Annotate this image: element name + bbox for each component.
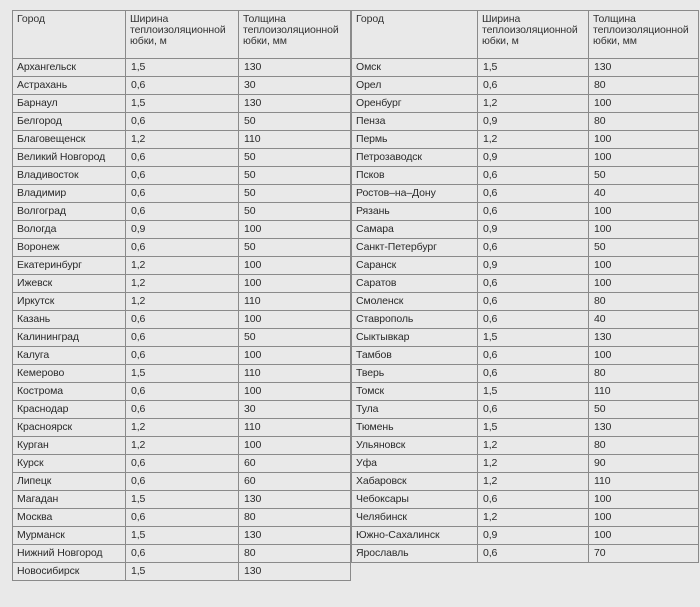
width-cell: 0,9 (478, 149, 589, 167)
table-row (13, 221, 351, 239)
table-row (13, 473, 351, 491)
table-row (352, 455, 699, 473)
width-cell: 0,6 (126, 329, 239, 347)
city-cell: Кострома (13, 383, 126, 401)
thickness-cell: 80 (589, 293, 699, 311)
table-row (352, 185, 699, 203)
width-cell: 1,2 (126, 419, 239, 437)
table-row (352, 473, 699, 491)
city-cell: Тверь (352, 365, 478, 383)
city-cell: Липецк (13, 473, 126, 491)
width-cell: 0,6 (126, 77, 239, 95)
header-width: Ширина теплоизоляционной юбки, м (126, 11, 239, 59)
city-cell: Барнаул (13, 95, 126, 113)
table-row (13, 167, 351, 185)
table-row (13, 95, 351, 113)
width-cell: 1,2 (478, 131, 589, 149)
table-row (13, 455, 351, 473)
table-row (352, 149, 699, 167)
table-row (352, 365, 699, 383)
table-row (13, 257, 351, 275)
width-cell: 0,6 (126, 149, 239, 167)
width-cell: 1,5 (126, 491, 239, 509)
table-row (13, 185, 351, 203)
thickness-cell: 80 (589, 437, 699, 455)
width-cell: 0,6 (478, 77, 589, 95)
width-cell: 0,6 (126, 383, 239, 401)
thickness-cell: 100 (589, 257, 699, 275)
thickness-cell: 40 (589, 185, 699, 203)
city-cell: Волгоград (13, 203, 126, 221)
width-cell: 0,6 (478, 401, 589, 419)
city-cell: Архангельск (13, 59, 126, 77)
city-cell: Москва (13, 509, 126, 527)
thickness-cell: 100 (589, 221, 699, 239)
city-cell: Иркутск (13, 293, 126, 311)
city-cell: Вологда (13, 221, 126, 239)
city-cell: Владимир (13, 185, 126, 203)
table-row (13, 563, 351, 581)
width-cell: 0,6 (478, 347, 589, 365)
city-cell: Ставрополь (352, 311, 478, 329)
width-cell: 1,2 (478, 455, 589, 473)
table-row (352, 527, 699, 545)
thickness-cell: 80 (239, 509, 351, 527)
width-cell: 1,5 (126, 527, 239, 545)
width-cell: 1,2 (126, 293, 239, 311)
table-row (13, 509, 351, 527)
city-cell: Оренбург (352, 95, 478, 113)
table-row (352, 383, 699, 401)
thickness-cell: 100 (589, 131, 699, 149)
table-row (13, 149, 351, 167)
thickness-cell: 50 (239, 149, 351, 167)
city-cell: Калининград (13, 329, 126, 347)
city-cell: Кемерово (13, 365, 126, 383)
thickness-cell: 40 (589, 311, 699, 329)
thickness-cell: 80 (589, 365, 699, 383)
thickness-cell: 100 (589, 203, 699, 221)
city-cell: Саратов (352, 275, 478, 293)
city-cell: Петрозаводск (352, 149, 478, 167)
width-cell: 0,6 (478, 185, 589, 203)
thickness-cell: 50 (239, 167, 351, 185)
thickness-cell: 130 (589, 419, 699, 437)
city-cell: Чебоксары (352, 491, 478, 509)
width-cell: 1,5 (478, 419, 589, 437)
thickness-cell: 130 (589, 59, 699, 77)
city-cell: Ижевск (13, 275, 126, 293)
thickness-cell: 100 (589, 527, 699, 545)
header-width: Ширина теплоизоляционной юбки, м (478, 11, 589, 59)
width-cell: 0,6 (126, 545, 239, 563)
city-cell: Южно-Сахалинск (352, 527, 478, 545)
city-cell: Саранск (352, 257, 478, 275)
thickness-cell: 100 (589, 491, 699, 509)
width-cell: 0,6 (126, 311, 239, 329)
width-cell: 1,5 (126, 95, 239, 113)
table-row (13, 491, 351, 509)
width-cell: 0,6 (478, 167, 589, 185)
width-cell: 1,5 (478, 59, 589, 77)
width-cell: 1,2 (126, 437, 239, 455)
city-cell: Томск (352, 383, 478, 401)
width-cell: 0,6 (478, 545, 589, 563)
thickness-cell: 110 (239, 419, 351, 437)
city-cell: Сыктывкар (352, 329, 478, 347)
thickness-cell: 100 (239, 383, 351, 401)
table-row (352, 59, 699, 77)
table-row (352, 545, 699, 563)
width-cell: 0,6 (126, 203, 239, 221)
width-cell: 0,9 (478, 113, 589, 131)
width-cell: 1,5 (126, 563, 239, 581)
city-cell: Пермь (352, 131, 478, 149)
table-row (352, 239, 699, 257)
width-cell: 0,6 (126, 239, 239, 257)
thickness-cell: 80 (589, 113, 699, 131)
table-row (13, 293, 351, 311)
city-cell: Екатеринбург (13, 257, 126, 275)
thickness-cell: 100 (589, 149, 699, 167)
table-row (13, 437, 351, 455)
width-cell: 0,6 (126, 185, 239, 203)
thickness-cell: 110 (239, 131, 351, 149)
thickness-cell: 80 (589, 77, 699, 95)
city-cell: Краснодар (13, 401, 126, 419)
table-row (13, 113, 351, 131)
city-cell: Псков (352, 167, 478, 185)
table-row (352, 275, 699, 293)
table-row (352, 329, 699, 347)
width-cell: 0,6 (478, 293, 589, 311)
document-page (12, 10, 698, 596)
width-cell: 0,6 (478, 203, 589, 221)
city-cell: Благовещенск (13, 131, 126, 149)
thickness-cell: 130 (239, 527, 351, 545)
city-cell: Пенза (352, 113, 478, 131)
thickness-cell: 50 (239, 113, 351, 131)
width-cell: 0,9 (126, 221, 239, 239)
city-cell: Тула (352, 401, 478, 419)
city-cell: Астрахань (13, 77, 126, 95)
thickness-cell: 60 (239, 455, 351, 473)
header-city: Город (352, 11, 478, 59)
city-cell: Калуга (13, 347, 126, 365)
city-cell: Орел (352, 77, 478, 95)
thickness-cell: 110 (239, 365, 351, 383)
table-row (352, 509, 699, 527)
width-cell: 1,5 (478, 383, 589, 401)
city-cell: Магадан (13, 491, 126, 509)
city-cell: Рязань (352, 203, 478, 221)
header-thickness: Толщина теплоизоляционной юбки, мм (589, 11, 699, 59)
width-cell: 0,6 (478, 311, 589, 329)
table-row (352, 257, 699, 275)
width-cell: 0,6 (478, 275, 589, 293)
thickness-cell: 70 (589, 545, 699, 563)
thickness-cell: 100 (589, 347, 699, 365)
width-cell: 1,2 (126, 257, 239, 275)
width-cell: 1,5 (478, 329, 589, 347)
table-row (13, 347, 351, 365)
city-cell: Санкт-Петербург (352, 239, 478, 257)
width-cell: 1,2 (478, 95, 589, 113)
thickness-cell: 50 (239, 329, 351, 347)
table-row (352, 401, 699, 419)
width-cell: 0,6 (126, 167, 239, 185)
width-cell: 0,9 (478, 221, 589, 239)
header-city: Город (13, 11, 126, 59)
thickness-cell: 100 (239, 221, 351, 239)
thickness-cell: 30 (239, 77, 351, 95)
thickness-cell: 110 (239, 293, 351, 311)
thickness-cell: 130 (239, 95, 351, 113)
insulation-table-left (12, 10, 351, 581)
table-row (13, 275, 351, 293)
thickness-cell: 110 (589, 383, 699, 401)
thickness-cell: 110 (589, 473, 699, 491)
width-cell: 0,6 (126, 509, 239, 527)
thickness-cell: 130 (589, 329, 699, 347)
city-cell: Челябинск (352, 509, 478, 527)
thickness-cell: 30 (239, 401, 351, 419)
width-cell: 1,2 (478, 509, 589, 527)
thickness-cell: 50 (589, 401, 699, 419)
width-cell: 0,6 (478, 365, 589, 383)
thickness-cell: 80 (239, 545, 351, 563)
thickness-cell: 50 (589, 239, 699, 257)
thickness-cell: 130 (239, 491, 351, 509)
table-row (352, 113, 699, 131)
thickness-cell: 50 (239, 185, 351, 203)
thickness-cell: 100 (239, 311, 351, 329)
table-row (13, 527, 351, 545)
table-row (352, 221, 699, 239)
table-row (13, 59, 351, 77)
thickness-cell: 100 (239, 437, 351, 455)
thickness-cell: 100 (589, 509, 699, 527)
width-cell: 0,6 (126, 113, 239, 131)
table-row (13, 239, 351, 257)
width-cell: 0,6 (478, 491, 589, 509)
table-row (13, 383, 351, 401)
width-cell: 0,9 (478, 257, 589, 275)
city-cell: Казань (13, 311, 126, 329)
thickness-cell: 60 (239, 473, 351, 491)
city-cell: Великий Новгород (13, 149, 126, 167)
width-cell: 1,5 (126, 59, 239, 77)
city-cell: Хабаровск (352, 473, 478, 491)
table-row (13, 131, 351, 149)
width-cell: 1,2 (126, 131, 239, 149)
thickness-cell: 50 (589, 167, 699, 185)
city-cell: Ростов–на–Дону (352, 185, 478, 203)
table-row (352, 419, 699, 437)
table-row (352, 491, 699, 509)
insulation-table-right (351, 10, 699, 563)
city-cell: Курск (13, 455, 126, 473)
thickness-cell: 100 (589, 275, 699, 293)
city-cell: Владивосток (13, 167, 126, 185)
thickness-cell: 50 (239, 203, 351, 221)
thickness-cell: 130 (239, 59, 351, 77)
width-cell: 0,9 (478, 527, 589, 545)
table-row (13, 401, 351, 419)
city-cell: Красноярск (13, 419, 126, 437)
table-row (352, 131, 699, 149)
table-row (352, 437, 699, 455)
city-cell: Курган (13, 437, 126, 455)
table-row (352, 203, 699, 221)
table-row (13, 77, 351, 95)
width-cell: 1,2 (478, 437, 589, 455)
table-row (13, 545, 351, 563)
width-cell: 1,5 (126, 365, 239, 383)
city-cell: Ульяновск (352, 437, 478, 455)
width-cell: 0,6 (126, 473, 239, 491)
city-cell: Белгород (13, 113, 126, 131)
table-row (13, 203, 351, 221)
thickness-cell: 50 (239, 239, 351, 257)
table-row (352, 347, 699, 365)
header-thickness: Толщина теплоизоляционной юбки, мм (239, 11, 351, 59)
table-row (352, 167, 699, 185)
width-cell: 0,6 (126, 347, 239, 365)
thickness-cell: 130 (239, 563, 351, 581)
city-cell: Уфа (352, 455, 478, 473)
thickness-cell: 100 (239, 347, 351, 365)
city-cell: Новосибирск (13, 563, 126, 581)
header-row (352, 11, 699, 59)
city-cell: Тамбов (352, 347, 478, 365)
city-cell: Нижний Новгород (13, 545, 126, 563)
table-row (13, 365, 351, 383)
width-cell: 0,6 (478, 239, 589, 257)
header-row (13, 11, 351, 59)
table-row (352, 293, 699, 311)
city-cell: Смоленск (352, 293, 478, 311)
width-cell: 0,6 (126, 455, 239, 473)
thickness-cell: 100 (239, 257, 351, 275)
thickness-cell: 100 (589, 95, 699, 113)
table-row (13, 419, 351, 437)
city-cell: Воронеж (13, 239, 126, 257)
table-row (352, 95, 699, 113)
table-row (13, 329, 351, 347)
thickness-cell: 90 (589, 455, 699, 473)
width-cell: 1,2 (478, 473, 589, 491)
table-row (13, 311, 351, 329)
width-cell: 1,2 (126, 275, 239, 293)
city-cell: Самара (352, 221, 478, 239)
width-cell: 0,6 (126, 401, 239, 419)
city-cell: Мурманск (13, 527, 126, 545)
table-row (352, 77, 699, 95)
city-cell: Тюмень (352, 419, 478, 437)
city-cell: Омск (352, 59, 478, 77)
table-row (352, 311, 699, 329)
thickness-cell: 100 (239, 275, 351, 293)
city-cell: Ярославль (352, 545, 478, 563)
